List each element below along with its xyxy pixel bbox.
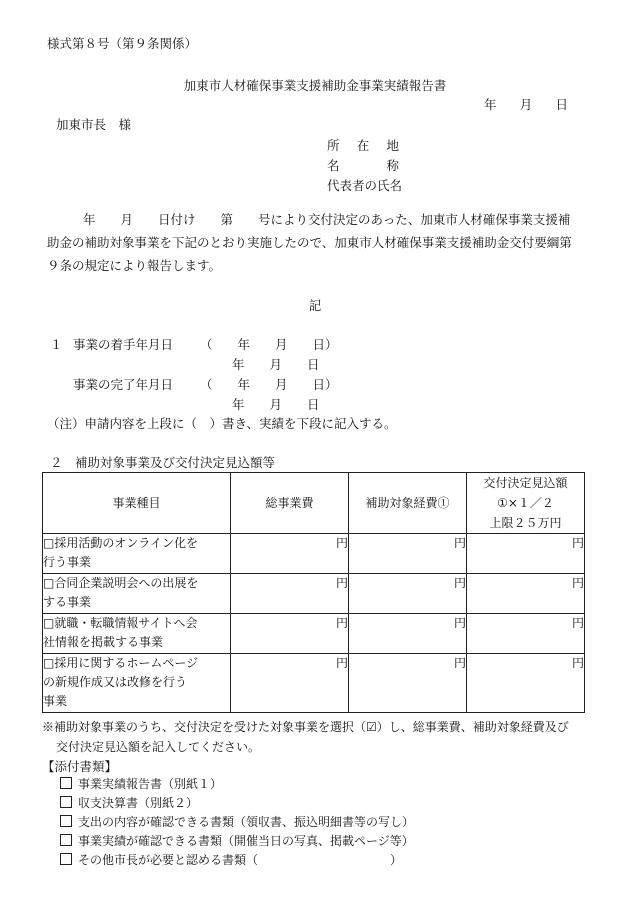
total-cost-cell[interactable]: 円 — [231, 654, 349, 713]
attachment-label: 事業実績が確認できる書類（開催当日の写真、掲載ページ等） — [78, 834, 414, 848]
table-row — [43, 654, 585, 713]
eligible-cost-cell[interactable]: 円 — [349, 574, 467, 614]
header-grant-line2: ①×１／２ — [497, 496, 554, 510]
body-text: 年 月 日付け 第 号により交付決定のあった、加東市人材確保事業支援補助金の補助対象事業を下記のとおり実施したので、加東市人材確保事業支援補助金交付要綱第９条の規定により報告します。 — [47, 212, 572, 273]
checkbox-icon[interactable] — [60, 777, 72, 789]
row-type-cell[interactable] — [43, 614, 231, 654]
name-char-2: 称 — [386, 158, 399, 173]
attachment-item[interactable] — [60, 851, 402, 868]
end-date-actual: 年 月 日 — [232, 397, 320, 412]
total-cost-cell[interactable]: 円 — [231, 574, 349, 614]
table-footnote-line1: ※補助対象事業のうち、交付決定を受けた対象事業を選択（☑）し、総事業費、補助対象経費及び — [42, 720, 569, 734]
row-type-line: する事業 — [43, 595, 92, 609]
attachment-label: その他市長が必要と認める書類（ ） — [78, 853, 403, 867]
header-total: 総事業費 — [231, 473, 349, 534]
eligible-cost-cell[interactable]: 円 — [349, 654, 467, 713]
grant-amount-cell[interactable]: 円 — [467, 654, 585, 713]
form-number: 様式第８号（第９条関係） — [47, 36, 198, 51]
date-month-label: 月 — [519, 97, 533, 112]
start-date-planned: （ 年 月 日） — [200, 337, 338, 352]
total-cost-cell[interactable]: 円 — [231, 534, 349, 574]
table-footnote-line2: 交付決定見込額を記入してください。 — [56, 740, 261, 754]
section1-number: １ — [50, 337, 63, 352]
end-date-planned: （ 年 月 日） — [200, 377, 338, 392]
end-date-label: 事業の完了年月日 — [73, 377, 174, 392]
table-row — [43, 614, 585, 654]
date-year-label: 年 — [484, 97, 497, 112]
grant-amount-cell[interactable]: 円 — [467, 614, 585, 654]
checkbox-icon[interactable] — [60, 815, 72, 827]
row-type-line: □採用活動のオンライン化を — [43, 536, 198, 550]
checkbox-icon[interactable] — [60, 796, 72, 808]
address-char-1: 所 — [327, 138, 340, 153]
row-type-line: □就職・転職情報サイトへ会 — [43, 616, 198, 630]
header-grant-line1: 交付決定見込額 — [483, 476, 568, 490]
total-cost-cell[interactable]: 円 — [231, 614, 349, 654]
row-type-cell[interactable] — [43, 654, 231, 713]
grant-amount-cell[interactable]: 円 — [467, 534, 585, 574]
attachment-label: 事業実績報告書（別紙１） — [78, 777, 223, 791]
checkbox-icon[interactable] — [60, 853, 72, 865]
row-type-line: 事業 — [43, 694, 68, 708]
name-label — [327, 156, 399, 174]
row-type-cell[interactable] — [43, 574, 231, 614]
table-row — [43, 534, 585, 574]
header-grant — [467, 473, 585, 534]
document-title: 加東市人材確保事業支援補助金事業実績報告書 — [183, 78, 447, 93]
date-day-label: 日 — [555, 97, 568, 112]
eligible-cost-cell[interactable]: 円 — [349, 614, 467, 654]
attachments-heading: 【添付書類】 — [42, 759, 118, 774]
row-type-line: □採用に関するホームページ — [43, 656, 199, 670]
table-header-row — [43, 473, 585, 534]
start-date-label: 事業の着手年月日 — [73, 337, 174, 352]
row-type-line: 社情報を掲載する事業 — [43, 635, 164, 649]
addressee: 加東市長 様 — [56, 117, 132, 132]
address-label — [327, 136, 399, 154]
attachment-item[interactable] — [60, 832, 414, 849]
attachment-item[interactable] — [60, 813, 414, 830]
attachment-label: 収支決算書（別紙２） — [78, 796, 199, 810]
checkbox-icon[interactable] — [60, 834, 72, 846]
grant-amount-cell[interactable]: 円 — [467, 574, 585, 614]
eligible-cost-cell[interactable]: 円 — [349, 534, 467, 574]
attachment-label: 支出の内容が確認できる書類（領収書、振込明細書等の写し） — [78, 815, 415, 829]
representative-label: 代表者の氏名 — [327, 178, 403, 193]
row-type-cell[interactable] — [43, 534, 231, 574]
section1-note: （注）申請内容を上段に（ ）書き、実績を下段に記入する。 — [47, 416, 397, 431]
subsidy-table — [42, 472, 585, 713]
table-row — [43, 574, 585, 614]
attachment-item[interactable] — [60, 794, 198, 811]
date-line — [484, 95, 568, 113]
row-type-line: 行う事業 — [43, 555, 92, 569]
header-eligible: 補助対象経費① — [349, 473, 467, 534]
name-char-1: 名 — [327, 158, 340, 173]
address-char-2: 在 — [356, 138, 370, 153]
ki-marker: 記 — [308, 298, 322, 313]
section2-heading: ２ 補助対象事業及び交付決定見込額等 — [50, 455, 276, 470]
header-type: 事業種目 — [43, 473, 231, 534]
attachment-item[interactable] — [60, 775, 222, 792]
header-grant-line3: 上限２５万円 — [489, 516, 562, 530]
row-type-line: の新規作成又は改修を行う — [43, 675, 188, 689]
row-type-line: □合同企業説明会への出展を — [43, 576, 199, 590]
address-char-3: 地 — [386, 138, 399, 153]
start-date-actual: 年 月 日 — [232, 357, 320, 372]
